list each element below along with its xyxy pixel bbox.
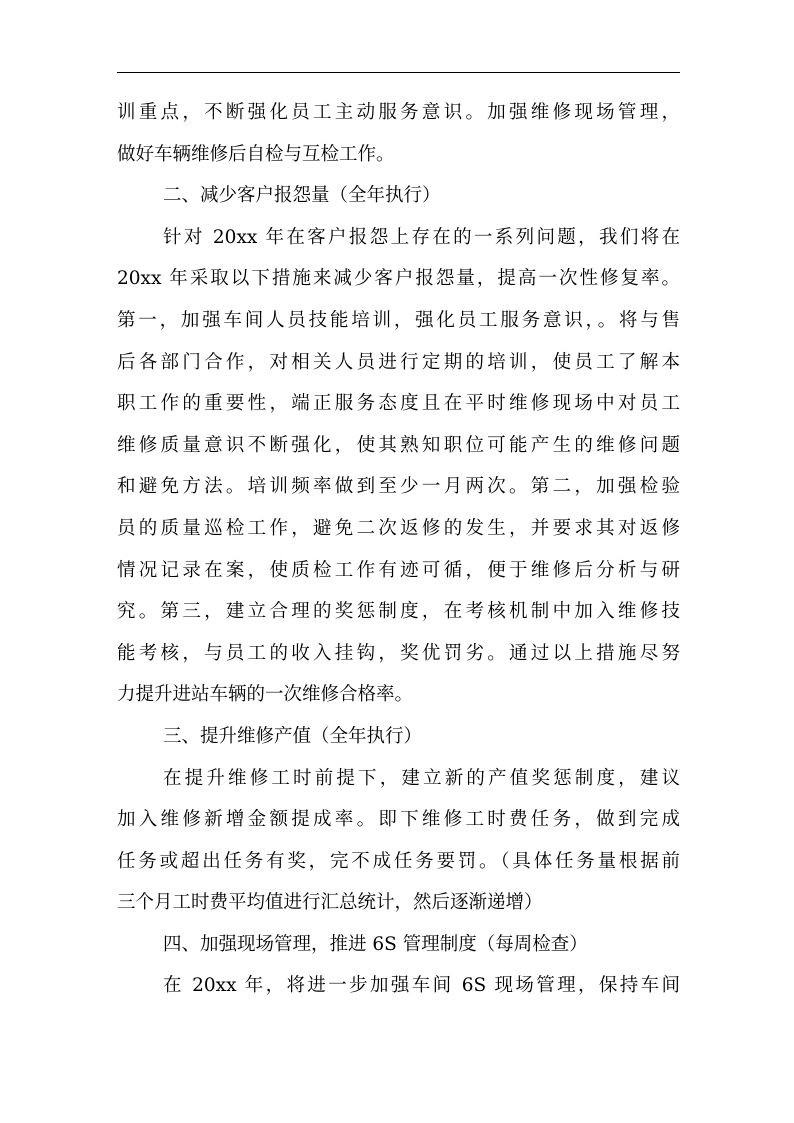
text-line: 力提升进站车辆的一次维修合格率。 <box>117 684 414 706</box>
document-body <box>117 92 680 1007</box>
text-line: 和避免方法。培训频率做到至少一月两次。第二，加强检验 <box>117 476 680 498</box>
text-line: 加入维修新增金额提成率。即下维修工时费任务，做到完成 <box>117 809 680 831</box>
text-line: 针对 20xx 年在客户报怨上存在的一系列问题，我们将在 <box>163 226 680 248</box>
text-line: 后各部门合作，对相关人员进行定期的培训，使员工了解本 <box>117 351 680 373</box>
text-line: 在 20xx 年，将进一步加强车间 6S 现场管理，保持车间 <box>163 975 680 997</box>
text-line: 四、加强现场管理，推进 6S 管理制度（每周检查） <box>163 933 588 955</box>
text-line: 任务或超出任务有奖，完不成任务要罚。（具体任务量根据前 <box>117 850 680 872</box>
text-line: 训重点，不断强化员工主动服务意识。加强维修现场管理， <box>117 102 680 123</box>
text-line: 做好车辆维修后自检与互检工作。 <box>117 143 395 165</box>
text-line: 维修质量意识不断强化，使其熟知职位可能产生的维修问题 <box>117 434 680 456</box>
text-line: 能考核，与员工的收入挂钩，奖优罚劣。通过以上措施尽努 <box>117 642 680 664</box>
text-line: 20xx 年采取以下措施来减少客户报怨量，提高一次性修复率。 <box>117 268 680 290</box>
text-line: 第一，加强车间人员技能培训，强化员工服务意识，。将与售 <box>117 309 680 331</box>
text-line: 在提升维修工时前提下，建立新的产值奖惩制度，建议 <box>163 767 680 789</box>
text-line: 三个月工时费平均值进行汇总统计，然后逐渐递增） <box>117 892 543 914</box>
text-line: 究。第三，建立合理的奖惩制度，在考核机制中加入维修技 <box>117 601 680 623</box>
text-line: 员的质量巡检工作，避免二次返修的发生，并要求其对返修 <box>117 517 680 539</box>
text-line: 二、减少客户报怨量（全年执行） <box>163 185 441 207</box>
text-line: 职工作的重要性，端正服务态度且在平时维修现场中对员工 <box>117 393 680 415</box>
text-line: 情况记录在案，使质检工作有迹可循，便于维修后分析与研 <box>117 559 680 581</box>
header-rule <box>117 72 680 73</box>
text-line: 三、提升维修产值（全年执行） <box>163 725 423 747</box>
